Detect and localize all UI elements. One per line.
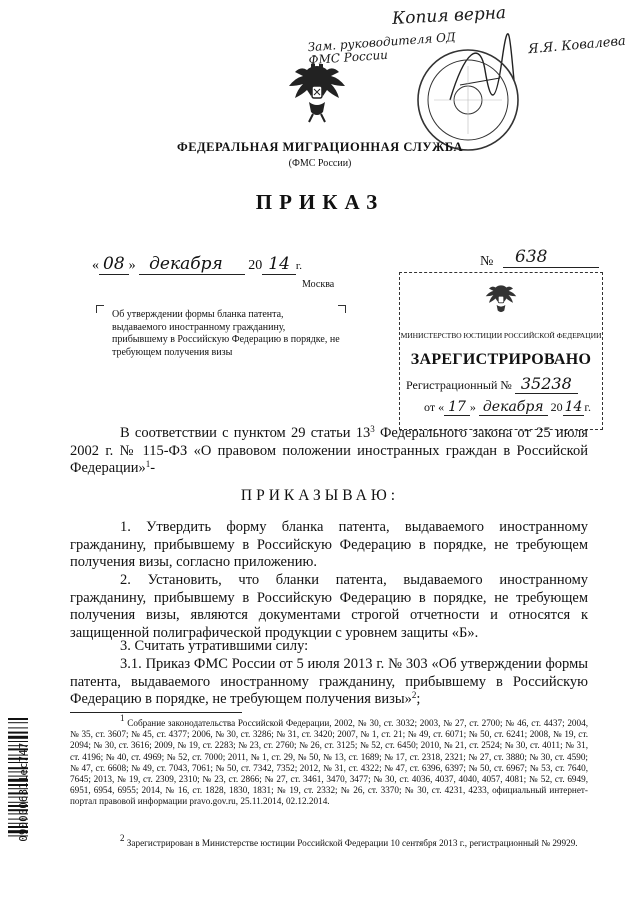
barcode-bar — [8, 718, 28, 720]
handwritten-copy-mark: Копия верна — [391, 3, 507, 29]
barcode-bar — [8, 727, 28, 728]
order-word: ПРИКАЗЫВАЮ: — [240, 487, 400, 504]
date-day: 08 — [99, 254, 129, 275]
clause-3-1 — [70, 656, 588, 709]
stamp-year-label: г. — [584, 400, 591, 414]
stamp-from-label: от — [424, 400, 436, 414]
footnote-rule — [70, 712, 242, 713]
stamp-registered: ЗАРЕГИСТРИРОВАНО — [410, 351, 592, 368]
intro-sup: 3 — [370, 424, 375, 434]
footnote-2-mark: 2 — [120, 833, 125, 843]
document-title: ПРИКАЗ — [255, 190, 385, 214]
stamp-reg-day: 17 — [444, 399, 470, 416]
intro-paragraph — [70, 425, 588, 478]
intro-text-b: Федерального закона от 25 июля 2002 г. № 115-ФЗ «О правовом положении иностранных граждан в Российской Федерации» — [70, 425, 588, 476]
order-number: 638 — [503, 247, 599, 268]
coat-of-arms-icon — [287, 58, 347, 124]
subject-text: Об утверждении формы бланка патента, выдаваемого иностранному гражданину, прибывшему в Российскую Федерацию в порядке, не требующем получения визы — [112, 309, 340, 358]
stamp-reg-label: Регистрационный № — [406, 378, 512, 392]
footnote-2-text: Зарегистрирован в Министерстве юстиции Российской Федерации 10 сентября 2013 г., регистрационный № 29929. — [126, 838, 578, 848]
intro-end: - — [150, 460, 156, 476]
clause-1: 1. Утвердить форму бланка патента, выдаваемого иностранному гражданину, прибывшему в Российскую Федерацию в порядке, не требующем получения визы, согласно приложению. — [70, 519, 588, 570]
date-year: 14 — [262, 254, 296, 275]
city: Москва — [302, 279, 335, 290]
stamp-reg-value: 35238 — [515, 374, 578, 394]
agency-short-name: (ФМС России) — [288, 158, 352, 169]
stamp-quote-close: » — [469, 400, 476, 414]
year-prefix: 20 — [248, 258, 263, 273]
handwritten-signatory-name: Я.Я. Ковалева — [527, 33, 627, 58]
barcode-bar — [8, 722, 28, 723]
stamp-reg-month: декабря — [479, 399, 548, 416]
handwritten-signatory-title: Зам. руководителя ОД ФМС России — [307, 29, 457, 68]
stamp-reg-date — [424, 399, 591, 415]
stamp-year-prefix: 20 — [550, 400, 563, 414]
clause-3: 3. Считать утратившими силу: — [120, 638, 309, 654]
stamp-quote-open: « — [438, 400, 445, 414]
round-seal — [414, 46, 522, 154]
order-date — [92, 254, 302, 274]
bracket-left — [96, 305, 104, 313]
clause-3-1-footnote-ref: 2 — [411, 690, 417, 700]
footnote-1-mark: 1 — [120, 713, 125, 723]
quote-close: » — [128, 258, 136, 273]
quote-open: « — [92, 258, 99, 273]
number-label: № — [480, 254, 494, 269]
agency-name: ФЕДЕРАЛЬНАЯ МИГРАЦИОННАЯ СЛУЖБА — [176, 140, 464, 154]
stamp-coat-of-arms-icon — [484, 281, 518, 317]
footnote-2 — [70, 833, 588, 849]
intro-text-a: В соответствии с пунктом 29 статьи 13 — [120, 425, 371, 441]
barcode-number: 0900006811ec747 — [18, 742, 30, 842]
intro-footnote-ref: 1 — [145, 459, 151, 469]
stamp-reg-number — [406, 374, 578, 393]
year-label: г. — [295, 260, 302, 272]
footnote-1 — [70, 713, 589, 808]
clause-2: 2. Установить, что бланки патента, выдаваемого иностранному гражданину, прибывшему в Российскую Федерацию в порядке, не требующем получения визы, являются документами строгой отчетности и относятся к защищенной полиграфической продукции с уровнем защиты «Б». — [70, 572, 588, 641]
registration-stamp — [399, 272, 603, 430]
clause-3-1-text: 3.1. Приказ ФМС России от 5 июля 2013 г. № 303 «Об утверждении формы патента, выдаваемого иностранному гражданину, прибывшему в Российскую Федерацию в порядке, не требующем получения визы» — [70, 656, 588, 707]
footnote-1-text: Собрание законодательства Российской Федерации, 2002, № 30, ст. 3032; 2003, № 27, ст. 2700; № 46, ст. 4437; 2004, № 35, ст. 3607; № 45, ст. 4377; 2006, № 30, ст. 3286; № 31, ст. 3420; 2007, № 1, ст. 21; № 49, ст. 6071; № 50, ст. 6241; 2008, № 19, ст. 2094; № 30, ст. 3616; 2009, № 19, ст. 2283; № 23, ст. 2760; № 26, ст. 3125; № 52, ст. 6450; 2010, № 21, ст. 2524; № 30, ст. 4011; № 31, ст. 4196; № 40, ст. 4969; № 52, ст. 7000; 2011, № 1, ст. 29, № 50, № 13, ст. 1689; № 17, ст. 2318, 2321; № 27, ст. 3880; № 30, ст. 4590; № 47, ст. 6608; № 49, ст. 7043, 7061; № 50, ст. 7342, 7352; 2012, № 31, ст. 4322; № 47, ст. 6396, 6397; № 50, ст. 6967; № 53, ст. 7640, 7645; 2013, № 19, ст. 2309, 2310; № 23, ст. 2866; № 27, ст. 3461, 3470, 3477; № 30, ст. 4036, 4037, 4040, 4057, 4081; № 52, ст. 6949, 6951, 6954, 6955; 2014, № 16, ст. 1828, 1830, 1831; № 19, ст. 2332; № 26, ст. 3370; № 30, ст. 4231, 4233, официальный интернет-портал правовой информации pravo.gov.ru, 25.11.2014, 02.12.2014. — [70, 718, 589, 807]
clause-3-1-end: ; — [416, 691, 421, 707]
stamp-reg-year: 14 — [564, 399, 583, 415]
stamp-ministry: МИНИСТЕРСТВО ЮСТИЦИИ РОССИЙСКОЙ ФЕДЕРАЦИИ — [400, 331, 602, 340]
date-month: декабря — [139, 254, 245, 275]
